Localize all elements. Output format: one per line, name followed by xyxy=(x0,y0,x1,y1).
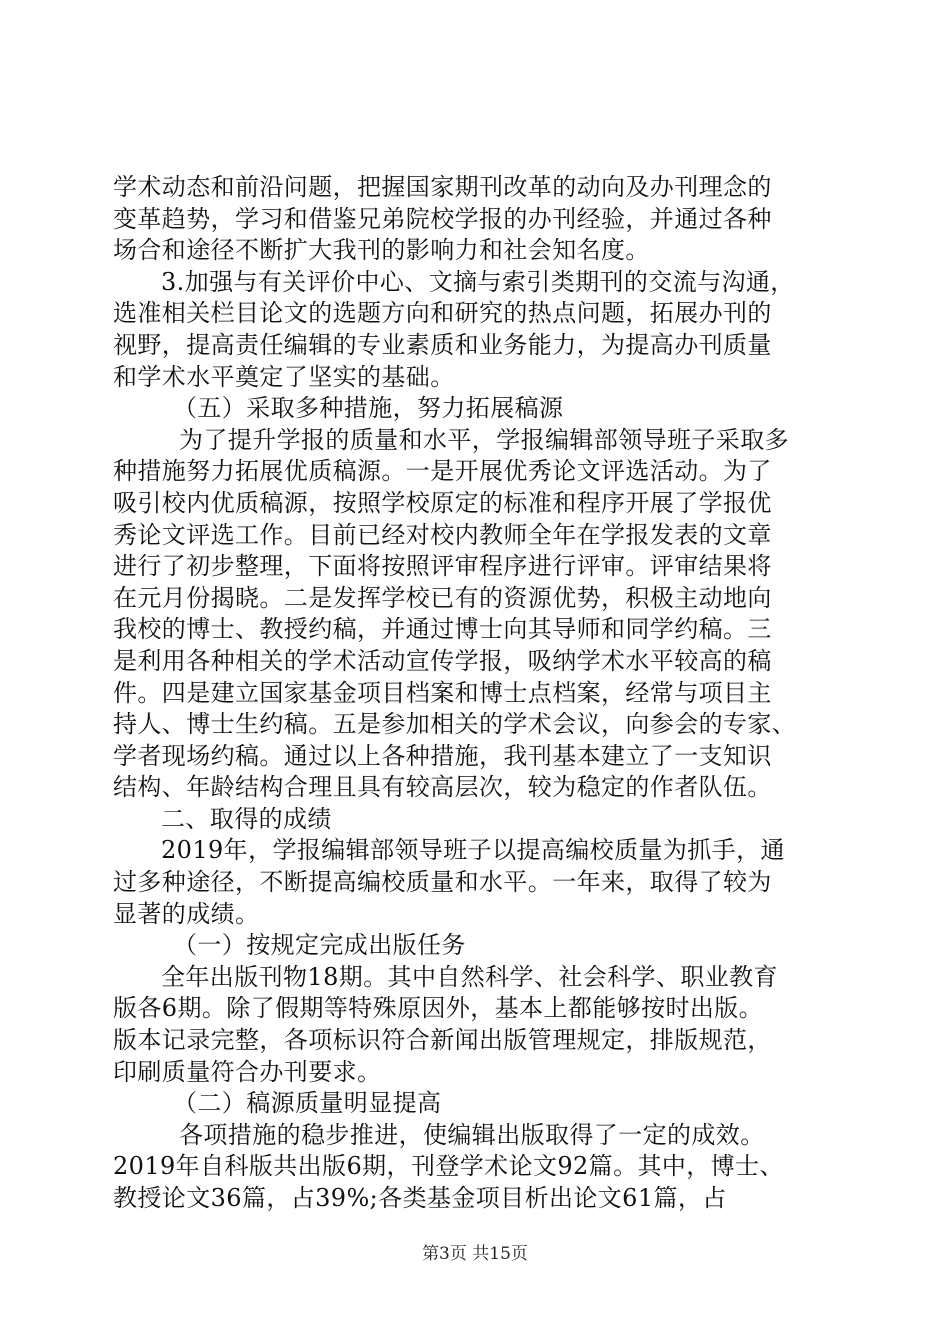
text-line: 场合和途径不断扩大我刊的影响力和社会知名度。 xyxy=(113,236,650,265)
text-line: 在元月份揭晓。二是发挥学校已有的资源优势，积极主动地向 xyxy=(113,583,772,612)
text-line: 选准相关栏目论文的选题方向和研究的热点问题，拓展办刊的 xyxy=(113,299,772,328)
text-line: 版各6期。除了假期等特殊原因外，基本上都能够按时出版。 xyxy=(113,994,764,1023)
text-line: 显著的成绩。 xyxy=(113,899,260,928)
text-line: 为了提升学报的质量和水平，学报编辑部领导班子采取多 xyxy=(179,425,789,454)
text-line: 件。四是建立国家基金项目档案和博士点档案，经常与项目主 xyxy=(113,678,772,707)
text-line: 过多种途径，不断提高编校质量和水平。一年来，取得了较为 xyxy=(113,868,772,897)
body-text xyxy=(113,172,838,1215)
text-line: 学者现场约稿。通过以上各种措施，我刊基本建立了一支知识 xyxy=(113,741,772,770)
text-line: 变革趋势，学习和借鉴兄弟院校学报的办刊经验，并通过各种 xyxy=(113,204,772,233)
section-heading: 二、取得的成绩 xyxy=(161,804,332,833)
text-line: 2019年自科版共出版6期，刊登学术论文92篇。其中，博士、 xyxy=(113,1152,784,1181)
text-line: 是利用各种相关的学术活动宣传学报，吸纳学术水平较高的稿 xyxy=(113,646,772,675)
section-heading: （二）稿源质量明显提高 xyxy=(173,1089,442,1118)
text-line: 学术动态和前沿问题，把握国家期刊改革的动向及办刊理念的 xyxy=(113,173,772,201)
text-line: 秀论文评选工作。目前已经对校内教师全年在学报发表的文章 xyxy=(113,520,772,549)
text-line: 吸引校内优质稿源，按照学校原定的标准和程序开展了学报优 xyxy=(113,488,772,517)
text-line: 版本记录完整，各项标识符合新闻出版管理规定，排版规范， xyxy=(113,1026,772,1055)
text-line: 进行了初步整理，下面将按照评审程序进行评审。评审结果将 xyxy=(113,552,772,581)
text-line: 2019年，学报编辑部领导班子以提高编校质量为抓手，通 xyxy=(161,836,785,865)
text-line: 全年出版刊物18期。其中自然科学、社会科学、职业教育 xyxy=(161,962,778,991)
section-heading: （五）采取多种措施，努力拓展稿源 xyxy=(173,394,564,423)
text-line: 3.加强与有关评价中心、文摘与索引类期刊的交流与沟通， xyxy=(161,267,795,296)
text-line: 各项措施的稳步推进，使编辑出版取得了一定的成效。 xyxy=(179,1120,765,1149)
text-line: 和学术水平奠定了坚实的基础。 xyxy=(113,362,455,391)
text-line: 持人、博士生约稿。五是参加相关的学术会议，向参会的专家、 xyxy=(113,710,797,739)
text-line: 结构、年龄结构合理且具有较高层次，较为稳定的作者队伍。 xyxy=(113,773,772,802)
text-line: 印刷质量符合办刊要求。 xyxy=(113,1057,382,1086)
section-heading: （一）按规定完成出版任务 xyxy=(173,931,466,960)
text-line: 种措施努力拓展优质稿源。一是开展优秀论文评选活动。为了 xyxy=(113,457,772,486)
text-line: 教授论文36篇，占39%;各类基金项目析出论文61篇，占 xyxy=(113,1184,727,1212)
text-line: 视野，提高责任编辑的专业素质和业务能力，为提高办刊质量 xyxy=(113,330,772,359)
page-footer: 第3页 共15页 xyxy=(422,1244,528,1264)
text-line: 我校的博士、教授约稿，并通过博士向其导师和同学约稿。三 xyxy=(113,615,772,644)
